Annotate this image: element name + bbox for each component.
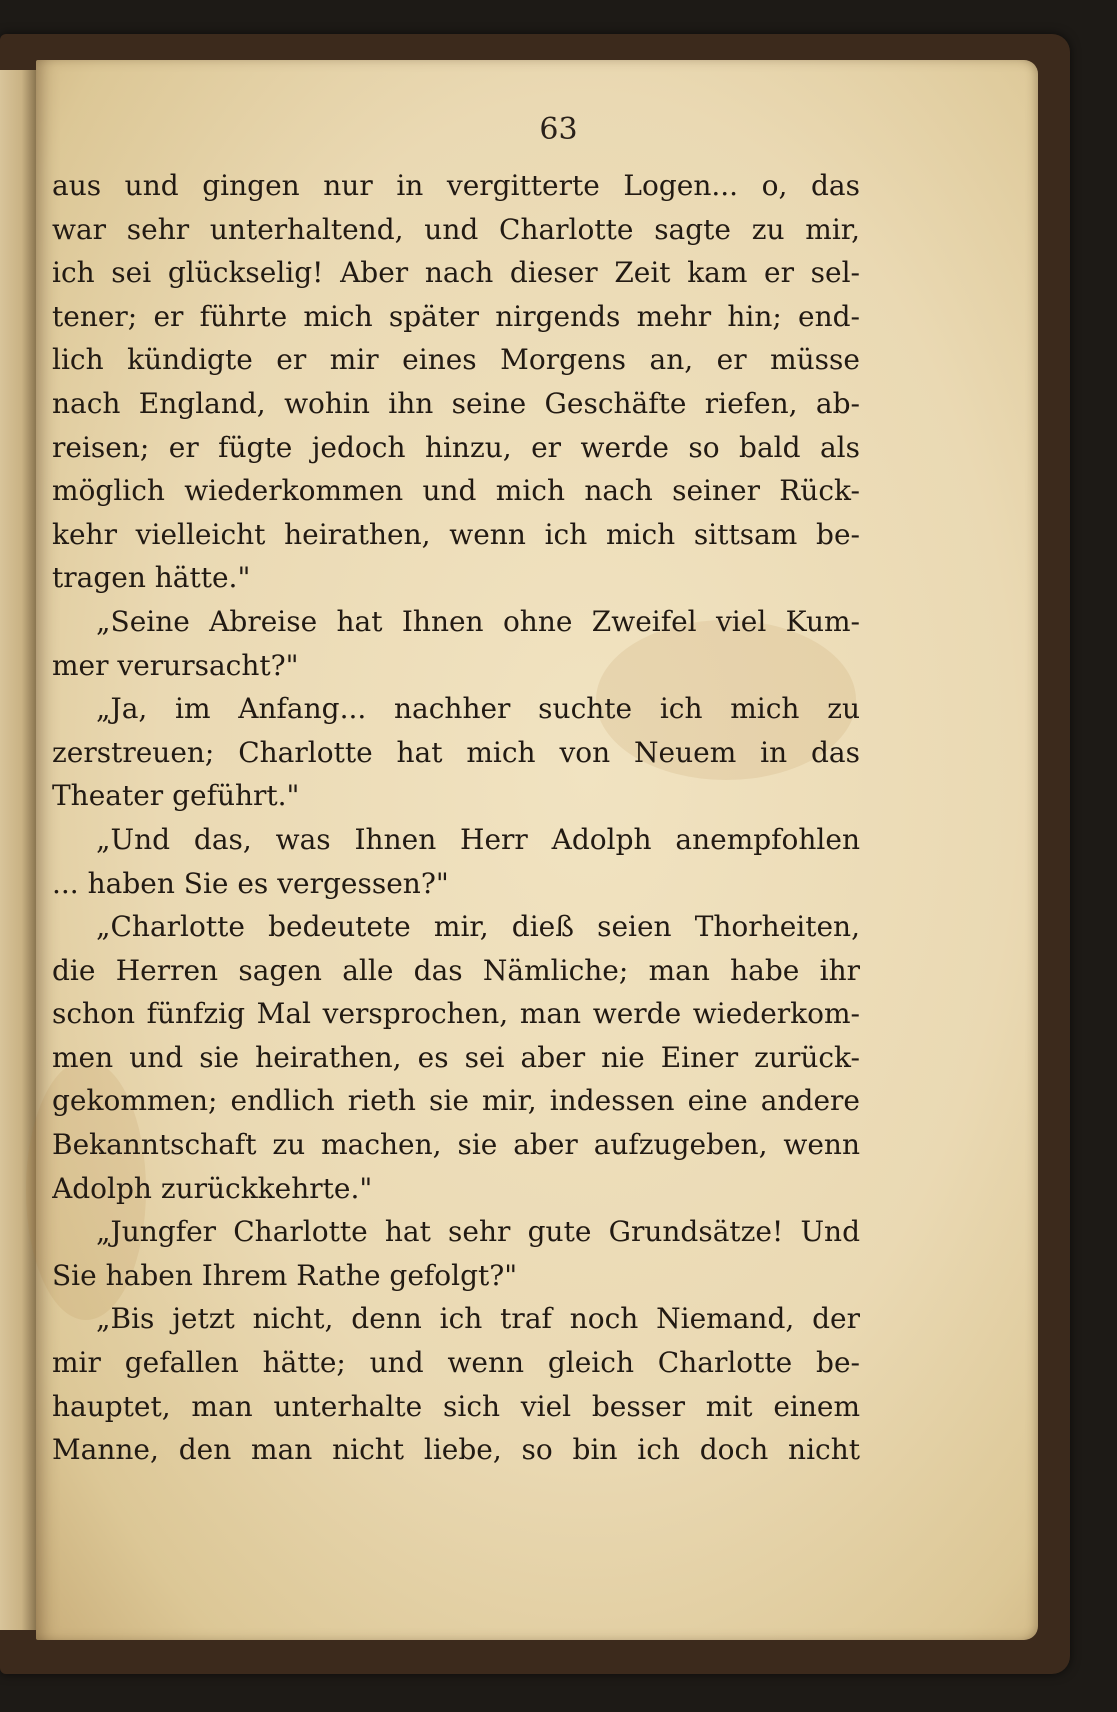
text-line: ... haben Sie es vergessen?" <box>52 866 449 900</box>
text-line: Bekanntschaft zu machen, sie aber aufzugeben, wenn <box>52 1128 860 1162</box>
text-line: nach England, wohin ihn seine Geschäfte riefen, ab- <box>52 386 860 420</box>
text-line: gekommen; endlich rieth sie mir, indessen eine andere <box>52 1084 860 1118</box>
facing-page-edge <box>0 70 36 1630</box>
text-line: „Seine Abreise hat Ihnen ohne Zweifel viel Kum- <box>96 604 860 638</box>
text-line: mir gefallen hätte; und wenn gleich Charlotte be- <box>52 1346 860 1380</box>
text-line: war sehr unterhaltend, und Charlotte sagte zu mir, <box>52 212 860 246</box>
text-line: „Und das, was Ihnen Herr Adolph anempfohlen <box>96 822 860 856</box>
page-text <box>52 164 860 1472</box>
text-line: Adolph zurückkehrte." <box>52 1171 373 1205</box>
text-line: ich sei glückselig! Aber nach dieser Zeit kam er sel- <box>52 256 860 290</box>
text-line: Sie haben Ihrem Rathe gefolgt?" <box>52 1258 518 1292</box>
text-line: „Ja, im Anfang... nachher suchte ich mich zu <box>96 692 860 726</box>
text-line: tragen hätte." <box>52 561 251 595</box>
text-line: möglich wiederkommen und mich nach seiner Rück- <box>52 474 860 508</box>
page-number: 63 <box>539 112 578 147</box>
text-line: lich kündigte er mir eines Morgens an, er müsse <box>52 343 860 377</box>
text-line: mer verursacht?" <box>52 648 299 682</box>
text-line: „Charlotte bedeutete mir, dieß seien Thorheiten, <box>96 910 860 944</box>
text-line: tener; er führte mich später nirgends mehr hin; end- <box>52 299 860 333</box>
text-line: „Bis jetzt nicht, denn ich traf noch Niemand, der <box>96 1302 860 1336</box>
text-line: men und sie heirathen, es sei aber nie Einer zurück- <box>52 1040 860 1074</box>
text-line: hauptet, man unterhalte sich viel besser mit einem <box>52 1389 860 1423</box>
text-line: die Herren sagen alle das Nämliche; man habe ihr <box>52 953 860 987</box>
text-line: reisen; er fügte jedoch hinzu, er werde so bald als <box>52 430 860 464</box>
text-line: „Jungfer Charlotte hat sehr gute Grundsätze! Und <box>96 1215 860 1249</box>
text-line: schon fünfzig Mal versprochen, man werde wiederkom- <box>52 997 860 1031</box>
text-line: Theater geführt." <box>52 779 300 813</box>
text-line: kehr vielleicht heirathen, wenn ich mich sittsam be- <box>52 517 860 551</box>
text-line: Manne, den man nicht liebe, so bin ich doch nicht <box>52 1433 860 1467</box>
text-line: aus und gingen nur in vergitterte Logen... o, das <box>52 169 860 202</box>
text-line: zerstreuen; Charlotte hat mich von Neuem in das <box>52 735 860 769</box>
